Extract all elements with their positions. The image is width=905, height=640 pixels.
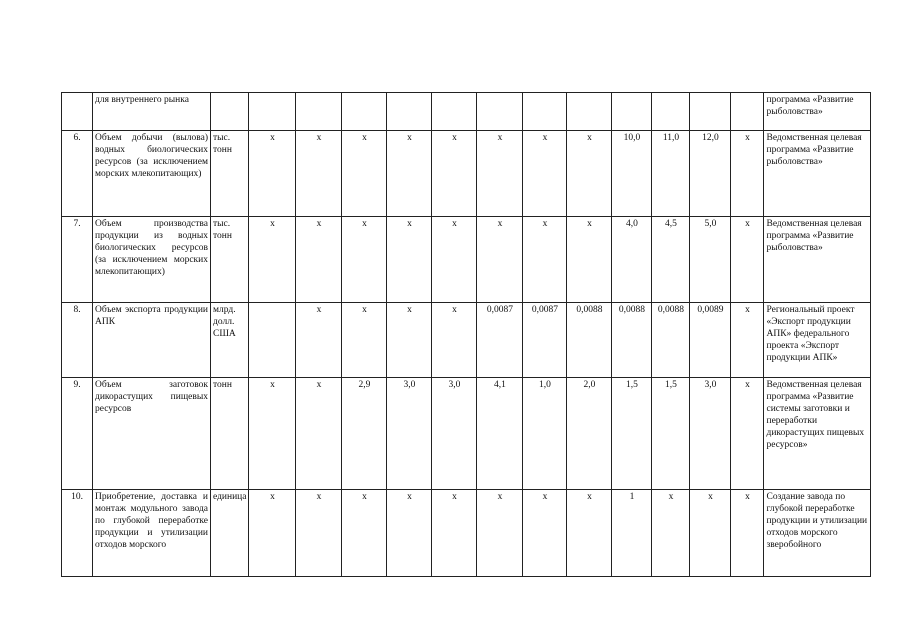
value-cell (296, 93, 342, 131)
value-cell: х (477, 217, 523, 303)
table-row (62, 303, 871, 378)
indicators-table (61, 92, 871, 577)
value-cell: х (249, 217, 296, 303)
value-cell: х (567, 217, 612, 303)
value-cell: х (567, 490, 612, 577)
value-cell (342, 93, 387, 131)
value-cell: х (249, 131, 296, 217)
source-cell: Ведомственная целевая программа «Развитие системы заготовки и переработки дикорастущих пищевых ресурсов» (764, 378, 871, 490)
value-cell: х (523, 131, 567, 217)
row-number-cell: 10. (62, 490, 93, 577)
value-cell: 0,0087 (477, 303, 523, 378)
unit-cell: тонн (211, 378, 249, 490)
value-cell: х (731, 131, 764, 217)
value-cell: х (432, 131, 477, 217)
value-cell: х (387, 131, 432, 217)
table-row (62, 131, 871, 217)
indicator-name-cell: Приобретение, доставка и монтаж модульного завода по глубокой переработке продукции и утилизации отходов морского (93, 490, 211, 577)
value-cell: х (432, 303, 477, 378)
table-row (62, 93, 871, 131)
value-cell (249, 303, 296, 378)
source-cell: программа «Развитие рыболовства» (764, 93, 871, 131)
value-cell: х (342, 131, 387, 217)
value-cell (249, 93, 296, 131)
row-number-cell: 6. (62, 131, 93, 217)
value-cell: х (249, 490, 296, 577)
value-cell: х (523, 217, 567, 303)
value-cell: 1 (612, 490, 652, 577)
value-cell: 0,0088 (567, 303, 612, 378)
table-row (62, 490, 871, 577)
unit-cell: единица (211, 490, 249, 577)
value-cell: 0,0088 (612, 303, 652, 378)
value-cell: 3,0 (432, 378, 477, 490)
value-cell: х (731, 303, 764, 378)
row-number-cell (62, 93, 93, 131)
value-cell: 0,0089 (690, 303, 731, 378)
unit-cell: тыс. тонн (211, 131, 249, 217)
value-cell: х (432, 490, 477, 577)
value-cell (690, 93, 731, 131)
value-cell: 12,0 (690, 131, 731, 217)
row-number-cell: 7. (62, 217, 93, 303)
table-row (62, 217, 871, 303)
value-cell: 10,0 (612, 131, 652, 217)
source-cell: Ведомственная целевая программа «Развитие рыболовства» (764, 131, 871, 217)
value-cell: 3,0 (690, 378, 731, 490)
value-cell: 0,0087 (523, 303, 567, 378)
indicator-name-cell: для внутреннего рынка (93, 93, 211, 131)
value-cell: х (477, 131, 523, 217)
value-cell: х (731, 378, 764, 490)
value-cell: 4,0 (612, 217, 652, 303)
value-cell: х (731, 490, 764, 577)
value-cell: х (387, 490, 432, 577)
value-cell: х (387, 303, 432, 378)
value-cell (567, 93, 612, 131)
value-cell (612, 93, 652, 131)
source-cell: Региональный проект «Экспорт продукции АПК» федерального проекта «Экспорт продукции АПК» (764, 303, 871, 378)
value-cell: 1,0 (523, 378, 567, 490)
value-cell: х (342, 217, 387, 303)
value-cell: х (296, 490, 342, 577)
value-cell (387, 93, 432, 131)
row-number-cell: 9. (62, 378, 93, 490)
value-cell: х (342, 490, 387, 577)
unit-cell (211, 93, 249, 131)
value-cell: х (523, 490, 567, 577)
value-cell (477, 93, 523, 131)
value-cell: 2,0 (567, 378, 612, 490)
value-cell: х (296, 131, 342, 217)
indicator-name-cell: Объем добычи (вылова) водных биологических ресурсов (за исключением морских млекопитающих) (93, 131, 211, 217)
value-cell: х (690, 490, 731, 577)
value-cell: 1,5 (652, 378, 690, 490)
value-cell: 11,0 (652, 131, 690, 217)
unit-cell: тыс. тонн (211, 217, 249, 303)
indicator-name-cell: Объем экспорта продукции АПК (93, 303, 211, 378)
source-cell: Ведомственная целевая программа «Развитие рыболовства» (764, 217, 871, 303)
value-cell: х (731, 217, 764, 303)
value-cell: х (296, 303, 342, 378)
value-cell: х (652, 490, 690, 577)
value-cell: х (249, 378, 296, 490)
value-cell: х (296, 217, 342, 303)
value-cell: 1,5 (612, 378, 652, 490)
value-cell (731, 93, 764, 131)
source-cell: Создание завода по глубокой переработке продукции и утилизации отходов морского зверобойного (764, 490, 871, 577)
value-cell: 4,5 (652, 217, 690, 303)
value-cell (523, 93, 567, 131)
value-cell: 3,0 (387, 378, 432, 490)
value-cell (432, 93, 477, 131)
value-cell: 5,0 (690, 217, 731, 303)
value-cell: х (567, 131, 612, 217)
row-number-cell: 8. (62, 303, 93, 378)
value-cell: х (296, 378, 342, 490)
value-cell: 2,9 (342, 378, 387, 490)
table-row (62, 378, 871, 490)
value-cell: х (477, 490, 523, 577)
unit-cell: млрд. долл. США (211, 303, 249, 378)
value-cell (652, 93, 690, 131)
indicator-name-cell: Объем заготовок дикорастущих пищевых ресурсов (93, 378, 211, 490)
value-cell: 0,0088 (652, 303, 690, 378)
value-cell: х (342, 303, 387, 378)
value-cell: х (387, 217, 432, 303)
indicator-name-cell: Объем производства продукции из водных биологических ресурсов (за исключением морских млекопитающих) (93, 217, 211, 303)
value-cell: 4,1 (477, 378, 523, 490)
value-cell: х (432, 217, 477, 303)
